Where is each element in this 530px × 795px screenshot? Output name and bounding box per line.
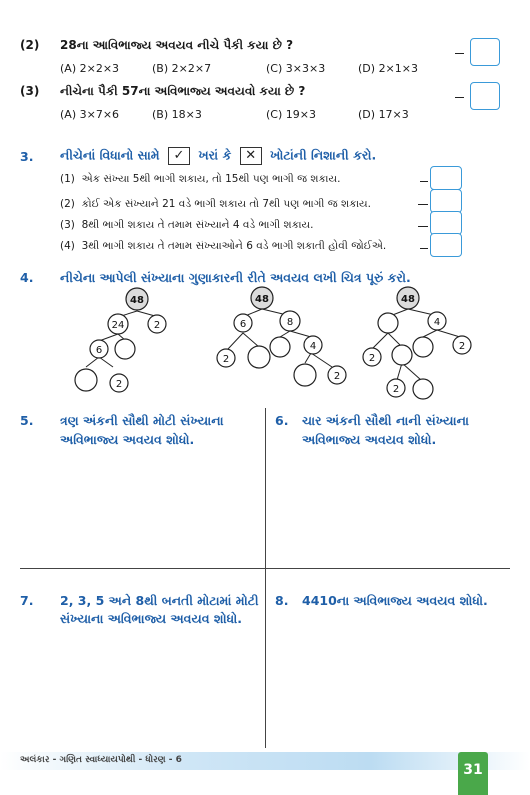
svg-text:4: 4	[309, 341, 317, 352]
q8-number: 8.	[275, 593, 289, 608]
q3-option-a: (A) 3×7×6	[60, 108, 120, 121]
tree2-node	[294, 364, 316, 386]
sec3-answer-box-3[interactable]	[430, 211, 462, 235]
sec3-answer-box-2[interactable]	[430, 189, 462, 213]
svg-text:2: 2	[458, 341, 466, 352]
tree3-node	[413, 379, 433, 399]
q2-answer-box[interactable]	[470, 38, 500, 66]
q3-option-c: (C) 19×3	[266, 108, 316, 121]
tree3-node	[392, 345, 412, 365]
q3-number: (3)	[20, 84, 40, 98]
q3-text: નીચેના પૈકી 57ના અવિભાજ્ય અવયવો કયા છે ?	[60, 84, 306, 98]
sec4-heading: નીચેના આપેલી સંખ્યાના ગુણાકારની રીતે અવયવ લખી ચિત્ર પૂરું કરો.	[60, 270, 411, 285]
q6-number: 6.	[275, 413, 289, 428]
footer-book-title: અલંકાર - ગણિત સ્વાધ્યાયપોથી - ધોરણ - 6	[20, 755, 182, 765]
tree3-node	[413, 337, 433, 357]
svg-text:2: 2	[333, 371, 341, 382]
q2-option-c: (C) 3×3×3	[266, 62, 326, 75]
q7-line2: સંખ્યાના અવિભાજ્ય અવયવ શોધો.	[60, 611, 242, 626]
q2-option-b: (B) 2×2×7	[152, 62, 212, 75]
q6-line1: ચાર અંકની સૌથી નાની સંખ્યાના	[302, 413, 469, 428]
factor-trees	[0, 285, 530, 400]
sec3-item-2: (2) કોઈ એક સંખ્યાને 21 વડે ભાગી શકાય તો 7થી પણ ભાગી જ શકાય.	[60, 198, 371, 210]
sec3-item-1: (1) એક સંખ્યા 5થી ભાગી શકાય, તો 15થી પણ ભાગી જ શકાય.	[60, 173, 341, 185]
sec3-answer-box-1[interactable]	[430, 166, 462, 190]
svg-text:6: 6	[239, 319, 247, 330]
sec3-dash-4	[420, 248, 428, 249]
page-number: 31	[458, 752, 488, 795]
tree3-node	[378, 313, 398, 333]
svg-text:48: 48	[255, 294, 269, 305]
svg-text:2: 2	[368, 353, 376, 364]
q3-answer-dash	[455, 97, 464, 98]
column-divider-bottom	[265, 568, 266, 748]
sec3-heading: નીચેનાં વિધાનો સામે ✓ ખરાં કે ✕ ખોટાંની નિશાની કરો.	[60, 147, 377, 163]
sec3-item-4: (4) 3થી ભાગી શકાય તે તમામ સંખ્યાઓને 6 વડે ભાગી શકાતી હોવી જોઈએ.	[60, 240, 387, 252]
q7-line1: 2, 3, 5 અને 8થી બનતી મોટામાં મોટી	[60, 593, 259, 608]
svg-text:4: 4	[433, 317, 441, 328]
sec3-dash-3	[418, 226, 428, 227]
tree2-node	[248, 346, 270, 368]
column-divider-top	[265, 408, 266, 568]
svg-text:2: 2	[115, 379, 123, 390]
sec3-answer-box-4[interactable]	[430, 233, 462, 257]
sec4-number: 4.	[20, 270, 34, 285]
sec3-item-3: (3) 8થી ભાગી શકાય તે તમામ સંખ્યાને 4 વડે ભાગી શકાય.	[60, 219, 314, 231]
q2-option-d: (D) 2×1×3	[358, 62, 418, 75]
q2-option-a: (A) 2×2×3	[60, 62, 120, 75]
q2-number: (2)	[20, 38, 40, 52]
q5-line2: અવિભાજ્ય અવયવ શોધો.	[60, 432, 195, 447]
q8-line1: 4410ના અવિભાજ્ય અવયવ શોધો.	[302, 593, 488, 608]
q6-line2: અવિભાજ્ય અવયવ શોધો.	[302, 432, 437, 447]
q2-text: 28ના આવિભાજ્ય અવયવ નીચે પૈકી કયા છે ?	[60, 38, 294, 52]
sec3-dash-1	[420, 181, 428, 182]
svg-text:48: 48	[401, 294, 415, 305]
svg-text:2: 2	[392, 384, 400, 395]
svg-text:48: 48	[130, 295, 144, 306]
svg-text:8: 8	[286, 317, 294, 328]
q5-number: 5.	[20, 413, 34, 428]
svg-text:6: 6	[95, 345, 103, 356]
sec3-number: 3.	[20, 149, 34, 164]
q3-option-b: (B) 18×3	[152, 108, 202, 121]
q3-option-d: (D) 17×3	[358, 108, 409, 121]
q5-line1: ત્રણ અંકની સૌથી મોટી સંખ્યાના	[60, 413, 224, 428]
tree2-node	[270, 337, 290, 357]
tree1-node	[115, 339, 135, 359]
q7-number: 7.	[20, 593, 34, 608]
cross-mark-icon: ✕	[240, 147, 262, 165]
check-mark-icon: ✓	[168, 147, 190, 165]
svg-text:2: 2	[153, 320, 161, 331]
svg-text:24: 24	[111, 320, 125, 331]
sec3-dash-2	[418, 204, 428, 205]
svg-text:2: 2	[222, 354, 230, 365]
q3-answer-box[interactable]	[470, 82, 500, 110]
q2-answer-dash	[455, 53, 464, 54]
tree1-node	[75, 369, 97, 391]
